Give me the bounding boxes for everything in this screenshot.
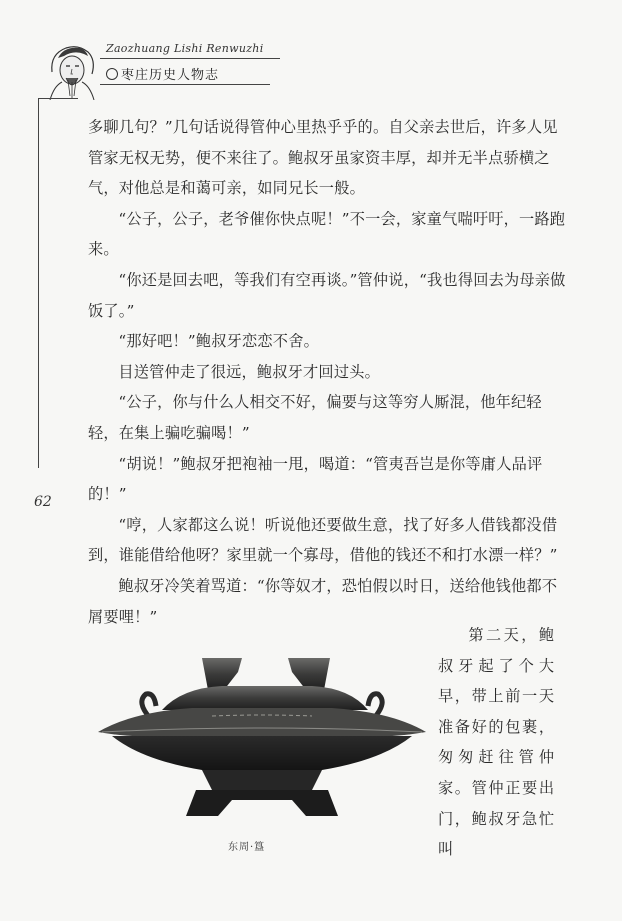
- paragraph: 鲍叔牙冷笑着骂道：“你等奴才，恐怕假以时日，送给他钱他都不屑要哩！”: [88, 576, 558, 626]
- paragraph: “公子，你与什么人相交不好，偏要与这等穷人厮混，他年纪轻轻，在集上骗吃骗喝！”: [88, 393, 542, 442]
- margin-rule-tick: [38, 98, 78, 99]
- paragraph: 第二天，鲍叔牙起了个大早，带上前一天准备好的包裹，匆匆赶往管仲家。管仲正要出门，鲍叔牙急忙叫: [438, 626, 554, 859]
- paragraph: “哼，人家都这么说！听说他还要做生意，找了好多人借钱都没借到，谁能借给他呀？家里就一个寡母，借他的钱还不和打水漂一样？”: [88, 515, 558, 565]
- paragraph: 多聊几句？”几句话说得管仲心里热乎乎的。自父亲去世后，许多人见管家无权无势，便不来往了。鲍叔牙虽家资丰厚，却并无半点骄横之气，对他总是和蔼可亲，如同兄长一般。: [88, 118, 558, 198]
- header-chinese-text: 枣庄历史人物志: [121, 68, 220, 83]
- paragraph: “那好吧！”鲍叔牙恋恋不舍。: [118, 332, 319, 351]
- paragraph: “胡说！”鲍叔牙把袍袖一甩，喝道：“管夷吾岂是你等庸人品评的！”: [88, 454, 543, 504]
- body-text: [88, 112, 566, 632]
- header-rule: [100, 58, 280, 59]
- header-chinese-title: [106, 64, 219, 83]
- circle-bullet-icon: [106, 68, 118, 80]
- margin-rule: [38, 98, 39, 468]
- side-text-column: [438, 620, 554, 865]
- paragraph: 目送管仲走了很远，鲍叔牙才回过头。: [118, 362, 380, 381]
- scholar-portrait-icon: [44, 42, 104, 100]
- paragraph: “公子，公子，老爷催你快点呢！”不一会，家童气喘吁吁，一路跑来。: [88, 209, 566, 259]
- header-latin-title: Zaozhuang Lishi Renwuzhi: [106, 42, 264, 55]
- paragraph: “你还是回去吧，等我们有空再谈。”管仲说，“我也得回去为母亲做饭了。”: [88, 270, 566, 320]
- header-underline: [100, 84, 270, 85]
- bronze-vessel-image: [92, 640, 430, 840]
- figure-caption: 东周·簋: [228, 842, 266, 853]
- page-number: 62: [34, 494, 52, 510]
